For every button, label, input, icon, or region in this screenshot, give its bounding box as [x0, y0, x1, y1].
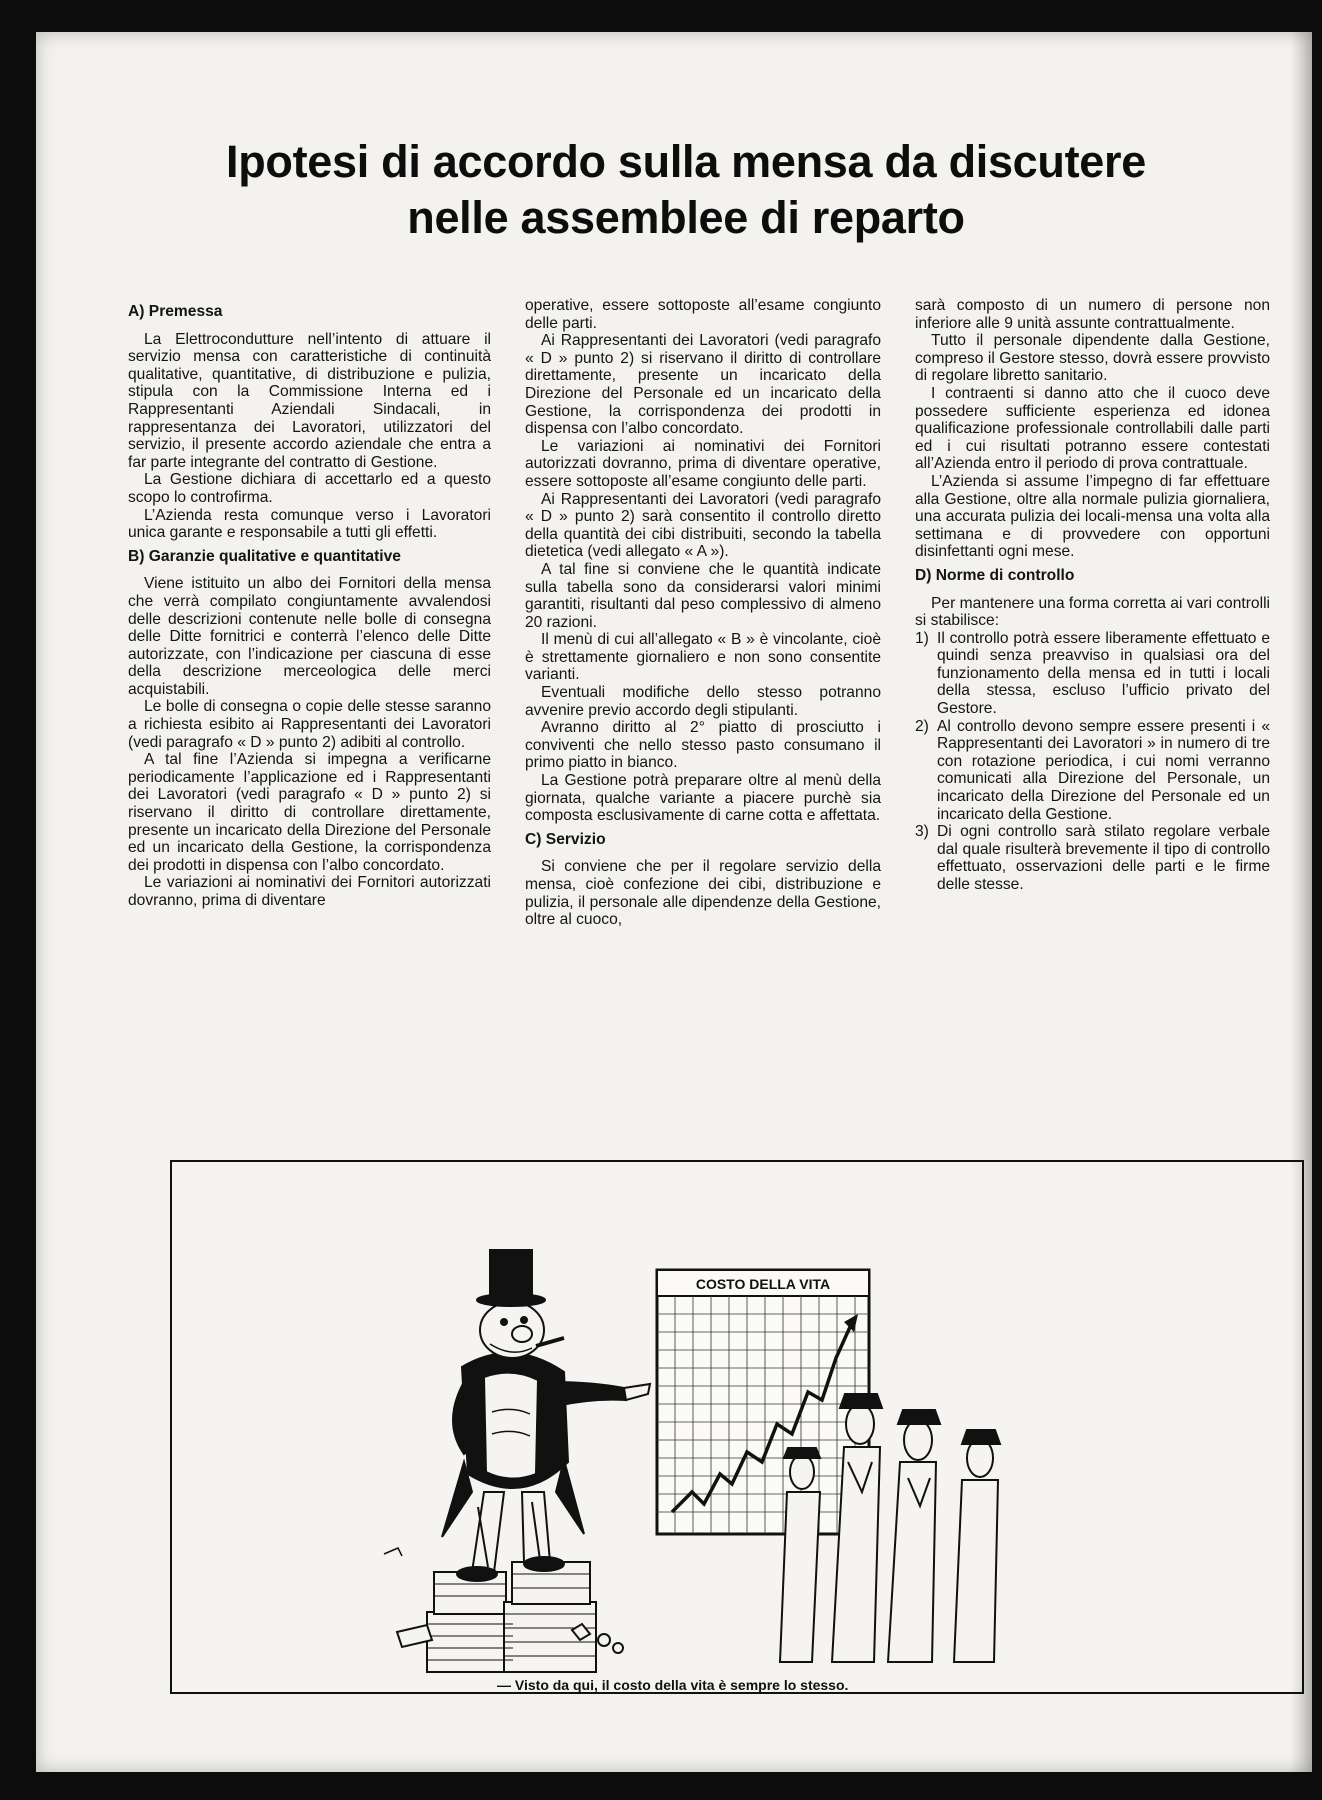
cartoon-caption: — Visto da qui, il costo della vita è sempre lo stesso. [497, 1677, 849, 1693]
list-item-number: 2) [915, 717, 929, 735]
list-item-text: Di ogni controllo sarà stilato regolare verbale dal quale risulterà brevemente il tipo di controllo effettuato, osservazioni delle parti e le firme delle stesse. [937, 823, 1270, 893]
paragraph: Le bolle di consegna o copie delle stesse saranno a richiesta esibito ai Rappresentanti dei Lavoratori (vedi paragrafo « D » punto 2) adibiti al controllo. [128, 698, 491, 751]
list-item [915, 718, 1270, 824]
rich-man-figure [384, 1250, 650, 1672]
paragraph: A tal fine si conviene che le quantità indicate sulla tabella sono da considerarsi valori minimi garantiti, risultanti dal peso complessivo di almeno 20 razioni. [525, 560, 881, 631]
paragraph: Ai Rappresentanti dei Lavoratori (vedi paragrafo « D » punto 2) sarà consentito il controllo diretto della quantità dei cibi distribuiti, secondo la tabella dietetica (vedi allegato « A »). [525, 490, 881, 561]
document-page [36, 32, 1312, 1772]
cartoon-illustration [170, 1160, 1304, 1694]
paragraph: La Gestione dichiara di accettarlo ed a questo scopo lo controfirma. [128, 471, 491, 506]
paragraph: A tal fine l’Azienda si impegna a verificarne periodicamente l’applicazione ed i Rappresentanti dei Lavoratori (vedi paragrafo « D » punto 2) si riservano il diritto di controllare direttamente, presente un incaricato della Direzione del Personale ed un incaricato della Gestione, la corrispondenza dei prodotti in dispensa con l’albo concordato. [128, 751, 491, 874]
column-1 [128, 297, 491, 1077]
section-b-heading: B) Garanzie qualitative e quantitative [128, 547, 401, 565]
title-line-1: Ipotesi di accordo sulla mensa da discutere [226, 136, 1146, 187]
paragraph: Ai Rappresentanti dei Lavoratori (vedi paragrafo « D » punto 2) si riservano il diritto di controllare direttamente, presente un incaricato della Direzione del Personale ed un incaricato della Gestione, la corrispondenza dei prodotti in dispensa con l’albo concordato. [525, 332, 881, 438]
paragraph: Tutto il personale dipendente dalla Gestione, compreso il Gestore stesso, dovrà essere provvisto di regolare libretto sanitario. [915, 332, 1270, 385]
paragraph: operative, essere sottoposte all’esame congiunto delle parti. [525, 297, 881, 332]
chart-label: COSTO DELLA VITA [695, 1276, 831, 1292]
paragraph: La Gestione potrà preparare oltre al menù della giornata, qualche variante a piacere purchè sia composta esclusivamente di carne cotta e affettata. [525, 772, 881, 825]
column-3 [915, 297, 1270, 1077]
paragraph: L’Azienda si assume l’impegno di far effettuare alla Gestione, oltre alla normale pulizia giornaliera, una accurata pulizia dei locali-mensa una volta alla settimana e di provvedere con opportuni disinfettanti ogni mese. [915, 472, 1270, 561]
paragraph: Le variazioni ai nominativi dei Fornitori autorizzati dovranno, prima di diventare [128, 874, 491, 909]
section-d-heading: D) Norme di controllo [915, 566, 1075, 584]
list-item-number: 3) [915, 823, 929, 841]
paragraph: Per mantenere una forma corretta ai vari controlli si stabilisce: [915, 594, 1270, 630]
paragraph: Avranno diritto al 2° piatto di prosciutto i conviventi che nello stesso pasto consumano il primo piatto in bianco. [525, 719, 881, 772]
section-c-heading: C) Servizio [525, 830, 606, 848]
list-item-text: Al controllo devono sempre essere presenti i « Rappresentanti dei Lavoratori » in numero di tre con rotazione periodica, i cui nomi verranno comunicati alla Direzione del Personale, un incaricato della Direzione del Personale ed un incaricato della Gestione. [937, 717, 1270, 823]
list-item-number: 1) [915, 629, 929, 647]
cost-of-living-chart [657, 1270, 869, 1534]
list-item-text: Il controllo potrà essere liberamente effettuato e quindi senza preavviso in qualsiasi ora del funzionamento della mensa ed in tutti i locali della stessa, escluso l’ufficio privato del Gestore. [937, 629, 1270, 718]
control-rules-list [915, 630, 1270, 894]
paragraph: Viene istituito un albo dei Fornitori della mensa che verrà compilato congiuntamente avvalendosi delle descrizioni contenute nelle bolle di consegna delle Ditte fornitrici e conterrà l’elenco delle Ditte autorizzate, con l’indicazione per ciascuna di esse della descrizione merceologica delle merci acquistabili. [128, 575, 491, 698]
page-title [146, 134, 1226, 246]
column-2 [525, 297, 881, 1077]
paragraph: sarà composto di un numero di persone non inferiore alle 9 unità assunte contrattualmente. [915, 297, 1270, 332]
paragraph: I contraenti si danno atto che il cuoco deve possedere sufficiente esperienza ed idonea qualificazione professionale controllabili dalle parti ed i cui risultati potranno essere contestati all’Azienda entro il periodo di prova contrattuale. [915, 384, 1270, 473]
article-columns [128, 297, 1288, 1077]
list-item [915, 823, 1270, 893]
paragraph: Il menù di cui all’allegato « B » è vincolante, cioè è strettamente giornaliero e non sono consentite varianti. [525, 631, 881, 684]
paragraph: L’Azienda resta comunque verso i Lavoratori unica garante e responsabile a tutti gli effetti. [128, 506, 491, 542]
paragraph: Si conviene che per il regolare servizio della mensa, cioè confezione dei cibi, distribuzione e pulizia, il personale alle dipendenze della Gestione, oltre al cuoco, [525, 858, 881, 929]
paragraph: La Elettrocondutture nell’intento di attuare il servizio mensa con caratteristiche di continuità qualitative, quantitative, di distribuzione e pulizia, stipula con la Commissione Interna ed i Rappresentanti Aziendali Sindacali, in rappresentanza dei Lavoratori, utilizzatori del servizio, il presente accordo aziendale che entra a far parte integrante del contratto di Gestione. [128, 330, 491, 471]
list-item [915, 630, 1270, 718]
section-a-heading: A) Premessa [128, 303, 223, 320]
paragraph: Le variazioni ai nominativi dei Fornitori autorizzati dovranno, prima di diventare operative, essere sottoposte all’esame congiunto delle parti. [525, 437, 881, 490]
cartoon-drawing [172, 1162, 1302, 1692]
paragraph: Eventuali modifiche dello stesso potranno avvenire previo accordo degli stipulanti. [525, 684, 881, 719]
title-line-2: nelle assemblee di reparto [407, 192, 965, 243]
